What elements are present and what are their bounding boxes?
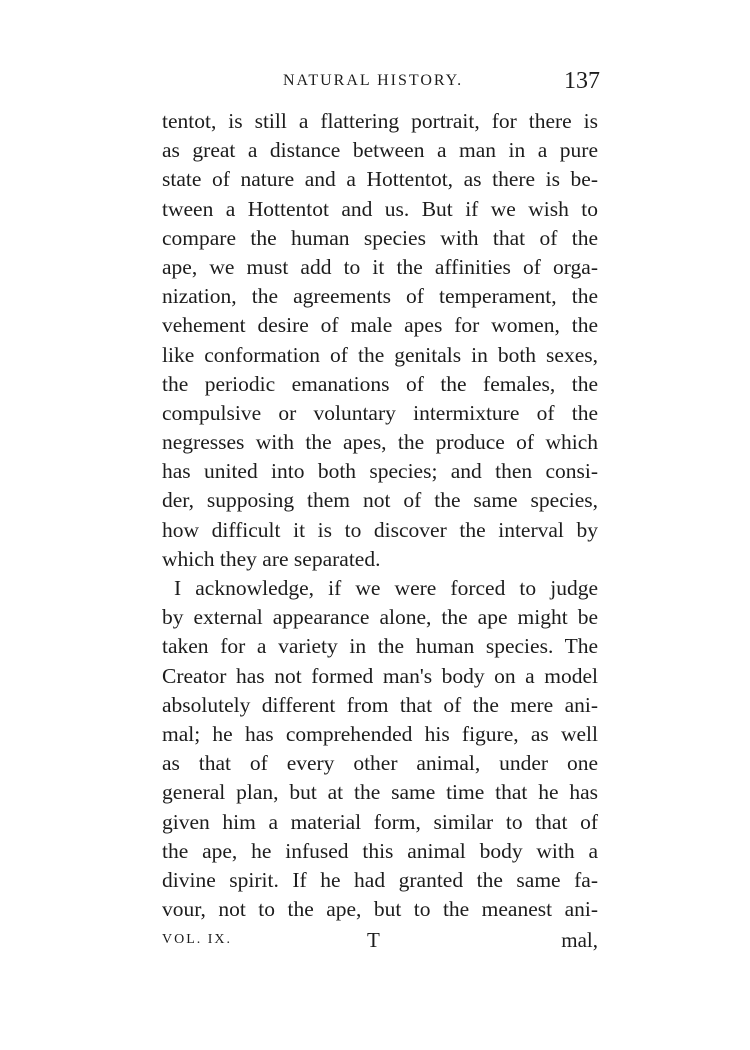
text-line: vour, not to the ape, but to the meanest ani- bbox=[162, 897, 598, 922]
body-text bbox=[162, 107, 598, 924]
page-number: 137 bbox=[564, 68, 600, 94]
running-title: NATURAL HISTORY. bbox=[283, 72, 464, 89]
paragraph-end-line: which they are separated. bbox=[162, 546, 381, 571]
text-line: compare the human species with that of the bbox=[162, 225, 598, 250]
text-line: like conformation of the genitals in both sexes, bbox=[162, 342, 598, 367]
text-line: ape, we must add to it the affinities of orga- bbox=[162, 254, 598, 279]
text-line: as great a distance between a man in a pure bbox=[162, 138, 598, 163]
paragraph-start-line: I acknowledge, if we were forced to judge bbox=[174, 576, 598, 600]
text-line: how difficult it is to discover the interval by bbox=[162, 517, 598, 542]
catchword: mal, bbox=[561, 928, 598, 952]
text-line: Creator has not formed man's body on a model bbox=[162, 663, 598, 688]
gathering-signature: T bbox=[367, 928, 380, 952]
text-line: compulsive or voluntary intermixture of the bbox=[162, 400, 598, 425]
text-line: vehement desire of male apes for women, the bbox=[162, 313, 598, 338]
running-head bbox=[150, 68, 600, 98]
page-footer bbox=[162, 928, 598, 958]
text-line: absolutely different from that of the mere ani- bbox=[162, 692, 598, 717]
text-line: the ape, he infused this animal body with a bbox=[162, 838, 598, 863]
text-line: the periodic emanations of the females, the bbox=[162, 371, 598, 396]
text-line: mal; he has comprehended his figure, as well bbox=[162, 721, 598, 746]
text-line: taken for a variety in the human species. The bbox=[162, 634, 598, 659]
text-line: nization, the agreements of temperament, the bbox=[162, 284, 598, 309]
text-line: tween a Hottentot and us. But if we wish to bbox=[162, 196, 598, 221]
text-line: negresses with the apes, the produce of which bbox=[162, 430, 598, 455]
text-line: by external appearance alone, the ape might be bbox=[162, 605, 598, 630]
text-line: divine spirit. If he had granted the same fa- bbox=[162, 867, 598, 892]
text-line: der, supposing them not of the same species, bbox=[162, 488, 598, 513]
text-line: as that of every other animal, under one bbox=[162, 751, 598, 776]
text-line: general plan, but at the same time that he has bbox=[162, 780, 598, 805]
text-line: tentot, is still a flattering portrait, for there is bbox=[162, 109, 598, 133]
text-line: state of nature and a Hottentot, as there is be- bbox=[162, 167, 598, 192]
text-line: has united into both species; and then consi- bbox=[162, 459, 598, 484]
text-line: given him a material form, similar to that of bbox=[162, 809, 598, 834]
volume-signature: VOL. IX. bbox=[162, 932, 233, 947]
